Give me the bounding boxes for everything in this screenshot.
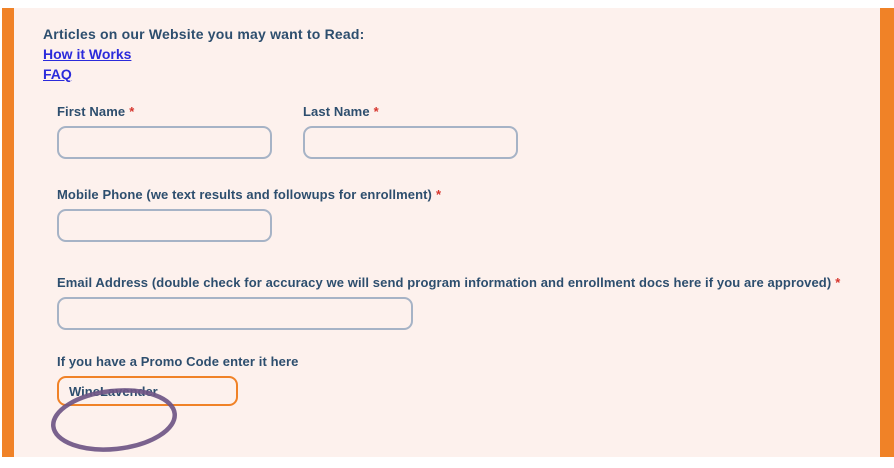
form-panel <box>2 8 894 457</box>
first-name-input[interactable] <box>57 126 272 159</box>
promo-code-label <box>57 354 880 370</box>
how-it-works-link[interactable]: How it Works <box>43 46 132 62</box>
required-asterisk: * <box>129 104 135 119</box>
name-fields-row <box>57 104 880 159</box>
promo-code-label-text: If you have a Promo Code enter it here <box>57 354 299 369</box>
required-asterisk: * <box>835 275 841 290</box>
mobile-phone-label <box>57 187 880 203</box>
articles-heading: Articles on our Website you may want to Read: <box>43 26 365 42</box>
promo-code-input[interactable] <box>57 376 238 406</box>
email-address-label-text: Email Address (double check for accuracy we will send program information and enrollment docs here if you are approved) <box>57 275 832 290</box>
last-name-field <box>303 104 518 159</box>
last-name-label <box>303 104 518 120</box>
last-name-label-text: Last Name <box>303 104 370 119</box>
faq-link[interactable]: FAQ <box>43 66 72 82</box>
mobile-phone-label-text: Mobile Phone (we text results and followups for enrollment) <box>57 187 432 202</box>
mobile-phone-input[interactable] <box>57 209 272 242</box>
first-name-field <box>57 104 272 159</box>
mobile-phone-field <box>57 187 880 242</box>
email-address-label <box>57 275 852 291</box>
intro-section <box>43 24 880 84</box>
email-address-field <box>57 275 880 330</box>
first-name-label-text: First Name <box>57 104 126 119</box>
enrollment-form <box>57 104 880 406</box>
promo-code-field <box>57 354 880 406</box>
first-name-label <box>57 104 272 120</box>
required-asterisk: * <box>373 104 379 119</box>
email-address-input[interactable] <box>57 297 413 330</box>
required-asterisk: * <box>435 187 442 202</box>
last-name-input[interactable] <box>303 126 518 159</box>
